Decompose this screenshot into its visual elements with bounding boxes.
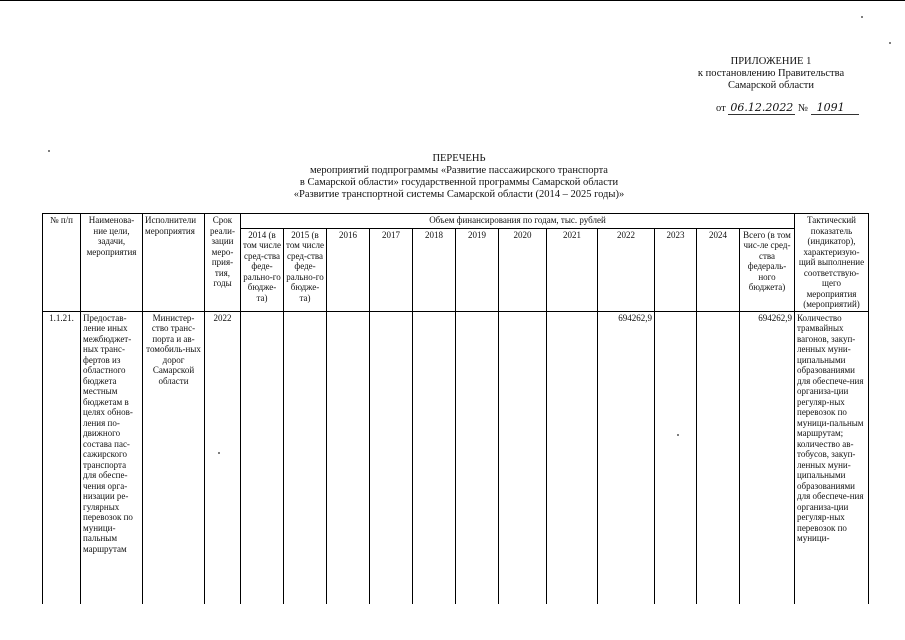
cell-term: 2022 [205,311,241,604]
header-year-2023: 2023 [655,228,697,311]
header-year-2020: 2020 [499,228,547,311]
decree-reference [716,101,859,114]
annex-title: ПРИЛОЖЕНИЕ 1 [730,56,812,67]
scan-speck [48,150,50,152]
cell-2024 [697,311,740,604]
cell-2017 [370,311,413,604]
decree-prefix: от [716,103,726,114]
cell-2016 [327,311,370,604]
cell-indicator: Количество трамвайных вагонов, закуп-ленных муни-ципальными образованиями для обеспече-ния организа-ции регуляр-ных перевозок по муници-пальным маршрутам; количество ав-тобусов, закуп-ленных муни-ципальными образованиями для обеспече-ния организа-ции регуляр-ных перевозок по муници- [795,311,869,604]
cell-executors: Министер-ство транс-порта и ав-томобиль-ных дорог Самарской области [143,311,205,604]
cell-2019 [456,311,499,604]
header-year-2016: 2016 [327,228,370,311]
cell-2020 [499,311,547,604]
cell-name: Предостав-ление иных межбюджет-ных транс-фертов из областного бюджета местным бюджетам в целях обнов-ления по-движного состава пас-сажирского транспорта для обеспе-чения орга-низации ре-гулярных перевозок по муници-пальным маршрутам [81,311,143,604]
scan-speck [861,16,863,18]
cell-2021 [547,311,598,604]
cell-2022: 694262,9 [598,311,655,604]
annex-line: Самарской области [728,80,814,91]
header-executors: Исполнители мероприятия [143,214,205,312]
header-year-2017: 2017 [370,228,413,311]
header-year-2019: 2019 [456,228,499,311]
header-year-2021: 2021 [547,228,598,311]
cell-num: 1.1.21. [43,311,81,604]
scan-speck [218,452,220,454]
cell-2018 [413,311,456,604]
header-year-2014: 2014 (в том числе сред-ства феде-рально-го бюдже-та) [241,228,284,311]
scan-speck [677,434,679,436]
header-num: № п/п [43,214,81,312]
decree-date: 06.12.2022 [730,101,794,114]
header-year-2015: 2015 (в том числе сред-ства феде-рально-го бюдже-та) [284,228,327,311]
heading-title: ПЕРЕЧЕНЬ [432,153,486,164]
scan-speck [889,42,891,44]
heading-line: в Самарской области» государственной программы Самарской области [299,177,619,188]
annex-line: к постановлению Правительства [697,68,845,79]
cell-2014 [241,311,284,604]
heading-line: «Развитие транспортной системы Самарской области (2014 – 2025 годы)» [293,189,625,200]
document-heading [240,153,678,201]
header-indicator: Тактический показатель (индикатор), характеризую-щий выполнение соответствую-щего мероприятия (мероприятий) [795,214,869,312]
header-term: Срок реали-зации меро-прия-тия, годы [205,214,241,312]
header-year-2024: 2024 [697,228,740,311]
header-year-2018: 2018 [413,228,456,311]
table-row [43,311,869,604]
page-top-border [0,0,905,1]
annex-block [686,56,856,92]
header-total: Всего (в том чис-ле сред-ства федераль-ного бюджета) [740,228,795,311]
heading-line: мероприятий подпрограммы «Развитие пассажирского транспорта [310,165,608,176]
header-name: Наименова-ние цели, задачи, мероприятия [81,214,143,312]
cell-total: 694262,9 [740,311,795,604]
cell-2023 [655,311,697,604]
decree-number: 1091 [811,101,859,115]
header-funding: Объем финансирования по годам, тыс. рублей [241,214,795,229]
cell-2015 [284,311,327,604]
measures-table [42,213,869,604]
decree-number-sign: № [797,103,808,114]
header-year-2022: 2022 [598,228,655,311]
